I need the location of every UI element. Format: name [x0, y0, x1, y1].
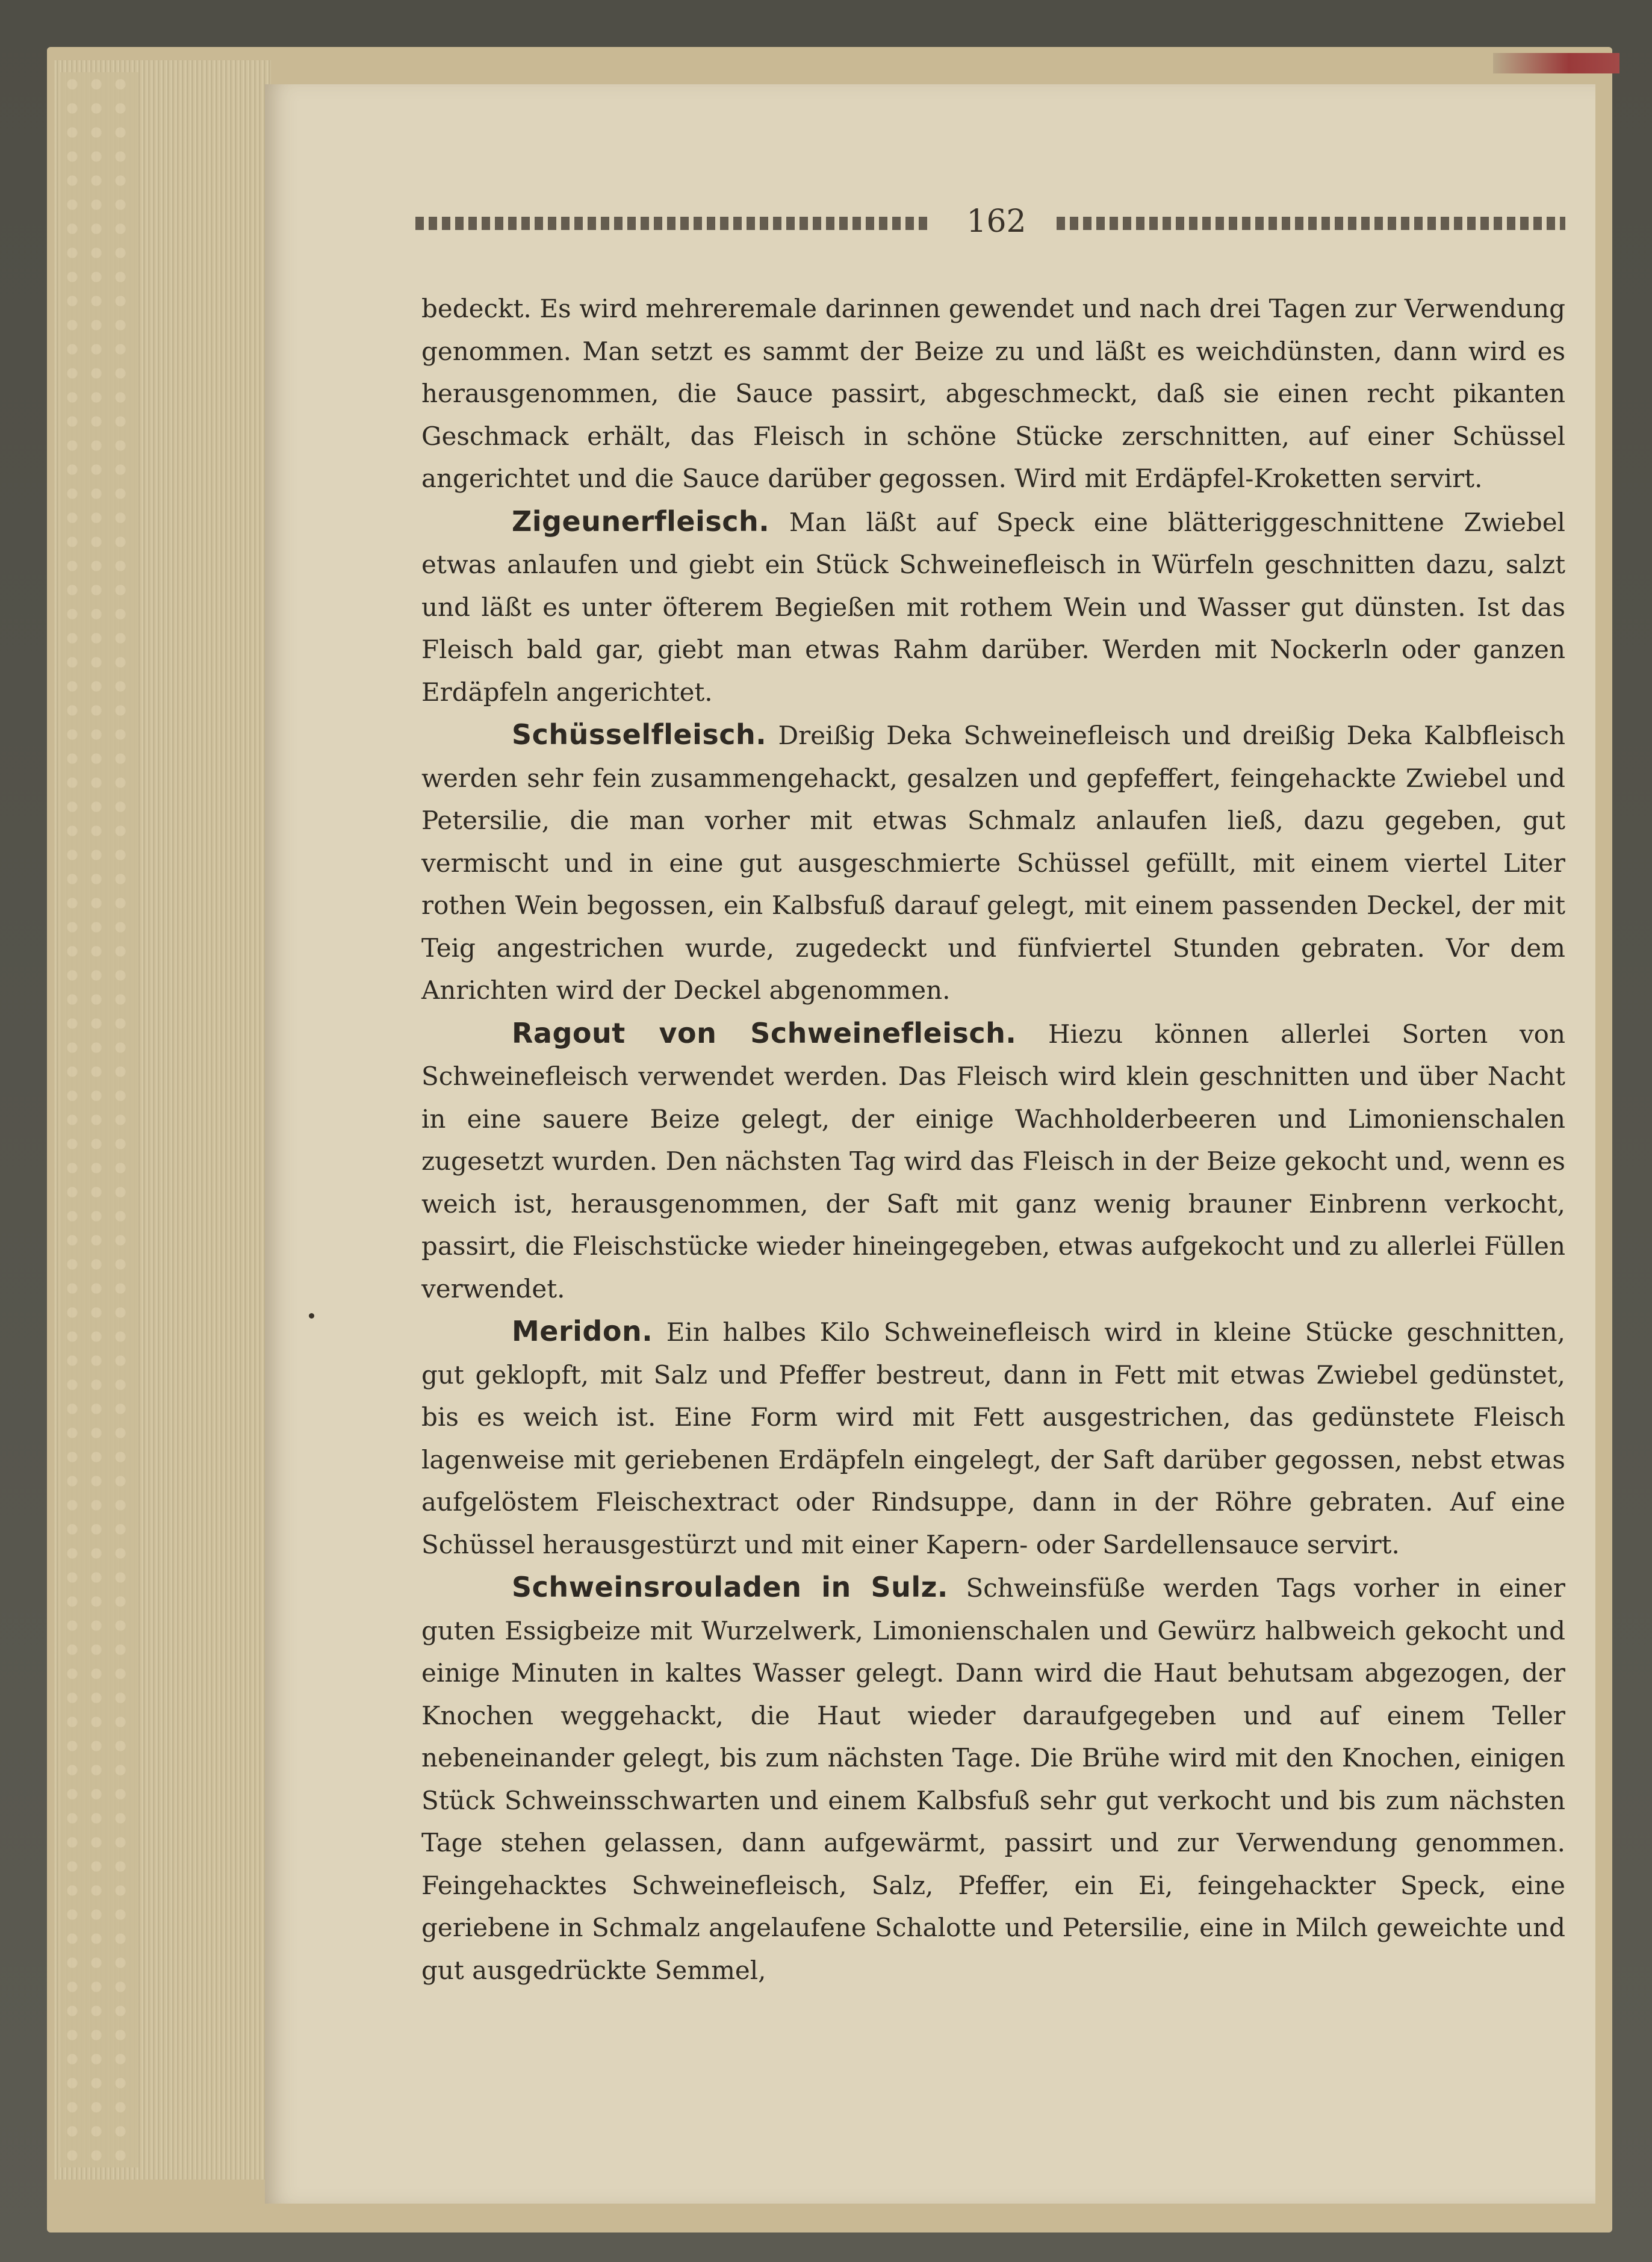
- recipe-ragout-von-schweinefleisch: [421, 1012, 1565, 1311]
- page-body: [421, 288, 1565, 1992]
- paragraph-text: Schweinsfüße werden Tags vorher in einer guten Essigbeize mit Wurzelwerk, Limonienschalen und Gewürz halbweich gekocht und einige Minuten in kaltes Wasser gelegt. Dann wird die Haut behutsam abgezogen, der Knochen weggehackt, die Haut wieder daraufgegeben und auf einem Teller nebeneinander gelegt, bis zum nächsten Tage. Die Brühe wird mit den Knochen, einigen Stück Schweinsschwarten und einem Kalbsfuß sehr gut verkocht und bis zum nächsten Tage stehen gelassen, dann aufgewärmt, passirt und zur Verwendung genommen. Feingehacktes Schweinefleisch, Salz, Pfeffer, ein Ei, feingehackter Speck, eine geriebene in Schmalz angelaufene Schalotte und Petersilie, eine in Milch geweichte und gut ausgedrückte Semmel,: [421, 1573, 1565, 1985]
- cover-corner: [1493, 53, 1619, 73]
- recipe-schuesselfleisch: [421, 713, 1565, 1012]
- recipe-heading: Schweinsrouladen in Sulz.: [512, 1571, 948, 1603]
- recipe-schweinsrouladen-in-sulz: [421, 1566, 1565, 1992]
- paragraph-text: Man läßt auf Speck eine blätteriggeschnittene Zwiebel etwas anlaufen und giebt ein Stück Schweinefleisch in Würfeln geschnitten dazu, salzt und läßt es unter öfterem Begießen mit rothem Wein und Wasser gut dünsten. Ist das Fleisch bald gar, giebt man etwas Rahm darüber. Werden mit Nockerln oder ganzen Erdäpfeln angerichtet.: [421, 507, 1565, 707]
- recipe-heading: Zigeunerfleisch.: [512, 505, 770, 538]
- paragraph-text: Ein halbes Kilo Schweinefleisch wird in kleine Stücke geschnitten, gut geklopft, mit Salz und Pfeffer bestreut, dann in Fett mit etwas Zwiebel gedünstet, bis es weich ist. Eine Form wird mit Fett ausgestrichen, das gedünstete Fleisch lagenweise mit geriebenen Erdäpfeln eingelegt, der Saft darüber gegossen, nebst etwas aufgelöstem Fleischextract oder Rindsuppe, dann in der Röhre gebraten. Auf eine Schüssel herausgestürzt und mit einer Kapern- oder Sardellensauce servirt.: [421, 1317, 1565, 1559]
- paragraph-text: Hiezu können allerlei Sorten von Schweinefleisch verwendet werden. Das Fleisch wird klein geschnitten und über Nacht in eine sauere Beize gelegt, der einige Wachholderbeeren und Limonienschalen zugesetzt wurden. Den nächsten Tag wird das Fleisch in der Beize gekocht und, wenn es weich ist, herausgenommen, der Saft mit ganz wenig brauner Einbrenn verkocht, passirt, die Fleischstücke wieder hineingegeben, etwas aufgekocht und zu allerlei Füllen verwendet.: [421, 1019, 1566, 1303]
- paragraph-continued: [421, 288, 1565, 500]
- recipe-heading: Meridon.: [512, 1315, 653, 1347]
- page-number: 162: [966, 204, 1026, 240]
- recipe-heading: Schüsselfleisch.: [512, 718, 767, 751]
- margin-mark: [309, 1313, 314, 1319]
- header-ornament-left: [415, 217, 927, 230]
- paragraph-text: Dreißig Deka Schweinefleisch und dreißig Deka Kalbfleisch werden sehr fein zusammengehackt, gesalzen und gepfeffert, feingehackte Zwiebel und Petersilie, die man vorher mit etwas Schmalz anlaufen ließ, dazu gegeben, gut vermischt und in eine gut ausgeschmierte Schüssel gefüllt, mit einem viertel Liter rothen Wein begossen, ein Kalbsfuß darauf gelegt, mit einem passenden Deckel, der mit Teig angestrichen wurde, zugedeckt und fünfviertel Stunden gebraten. Vor dem Anrichten wird der Deckel abgenommen.: [421, 721, 1565, 1005]
- page-header: [415, 204, 1565, 240]
- recipe-meridon: [421, 1310, 1565, 1566]
- header-ornament-right: [1057, 217, 1565, 230]
- paragraph-text: bedeckt. Es wird mehreremale darinnen gewendet und nach drei Tagen zur Verwendung genommen. Man setzt es sammt der Beize zu und läßt es weichdünsten, dann wird es herausgenommen, die Sauce passirt, abgeschmeckt, daß sie einen recht pikanten Geschmack erhält, das Fleisch in schöne Stücke zerschnitten, auf einer Schüssel angerichtet und die Sauce darüber gegossen. Wird mit Erdäpfel-Kroketten servirt.: [421, 294, 1565, 493]
- recipe-heading: Ragout von Schweinefleisch.: [512, 1016, 1017, 1049]
- endpaper-pattern: [60, 72, 138, 2167]
- recipe-zigeunerfleisch: [421, 500, 1565, 714]
